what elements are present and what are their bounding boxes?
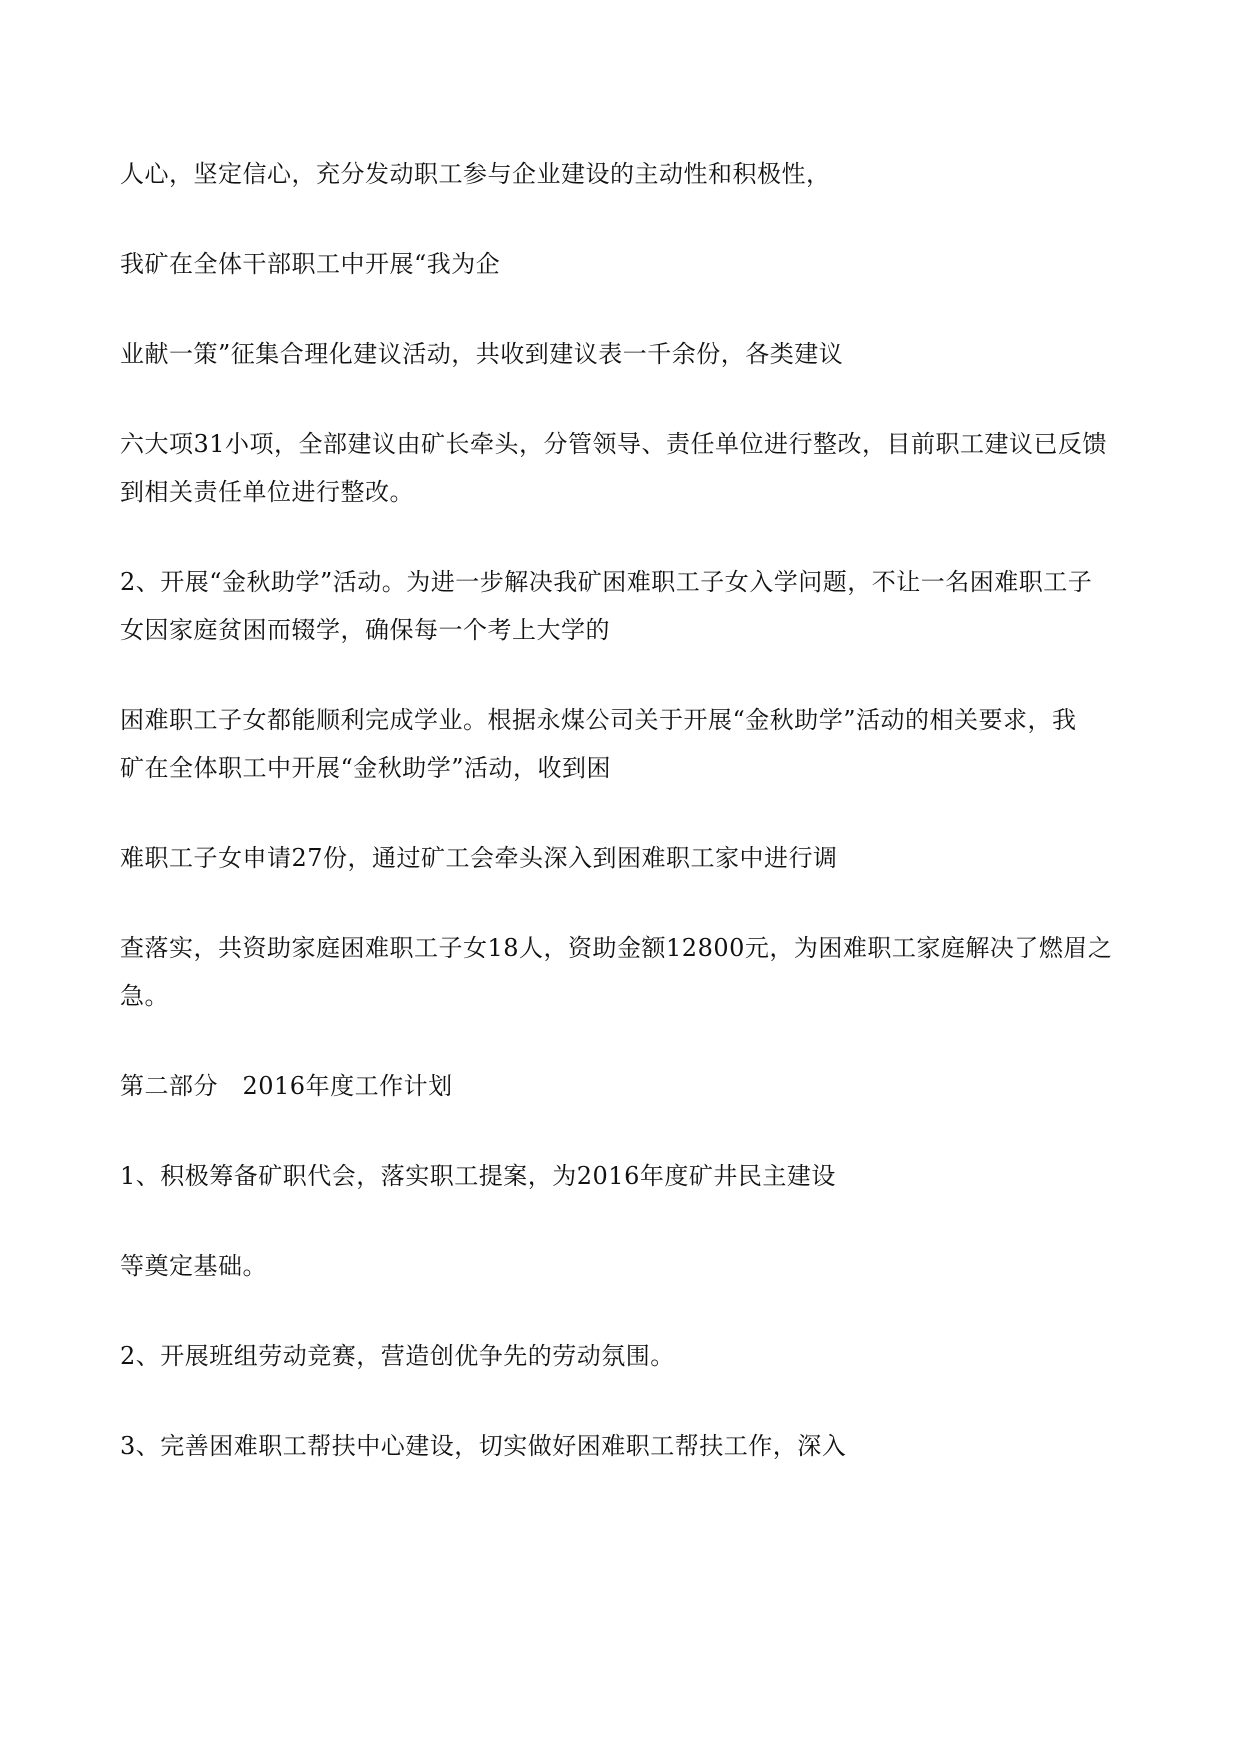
body-text-line: 业献一策”征集合理化建议活动，共收到建议表一千余份，各类建议 (120, 340, 844, 368)
body-text-line: 1、积极筹备矿职代会，落实职工提案，为2016年度矿井民主建设 (120, 1162, 836, 1190)
section-heading: 第二部分 2016年度工作计划 (120, 1072, 453, 1100)
body-text-line: 难职工子女申请27份，通过矿工会牵头深入到困难职工家中进行调 (120, 844, 838, 872)
body-text-line: 查落实，共资助家庭困难职工子女18人，资助金额12800元，为困难职工家庭解决了燃眉之 (120, 934, 1113, 962)
body-text-line: 人心，坚定信心，充分发动职工参与企业建设的主动性和积极性， (120, 160, 831, 188)
body-text-line: 我矿在全体干部职工中开展“我为企 (120, 250, 501, 278)
body-text-line: 矿在全体职工中开展“金秋助学”活动，收到困 (120, 754, 612, 782)
body-text-line: 2、开展班组劳动竞赛，营造创优争先的劳动氛围。 (120, 1342, 675, 1370)
body-text-line: 六大项31小项，全部建议由矿长牵头，分管领导、责任单位进行整改，目前职工建议已反馈 (120, 430, 1108, 458)
body-text-line: 2、开展“金秋助学”活动。为进一步解决我矿困难职工子女入学问题，不让一名困难职工子 (120, 568, 1093, 596)
body-text-line: 3、完善困难职工帮扶中心建设，切实做好困难职工帮扶工作，深入 (120, 1432, 847, 1460)
body-text-line: 等奠定基础。 (120, 1252, 267, 1280)
body-text-line: 女因家庭贫困而辍学，确保每一个考上大学的 (120, 616, 610, 644)
body-text-line: 困难职工子女都能顺利完成学业。根据永煤公司关于开展“金秋助学”活动的相关要求，我 (120, 706, 1077, 734)
body-text-line: 急。 (120, 982, 169, 1010)
body-text-line: 到相关责任单位进行整改。 (120, 478, 414, 506)
